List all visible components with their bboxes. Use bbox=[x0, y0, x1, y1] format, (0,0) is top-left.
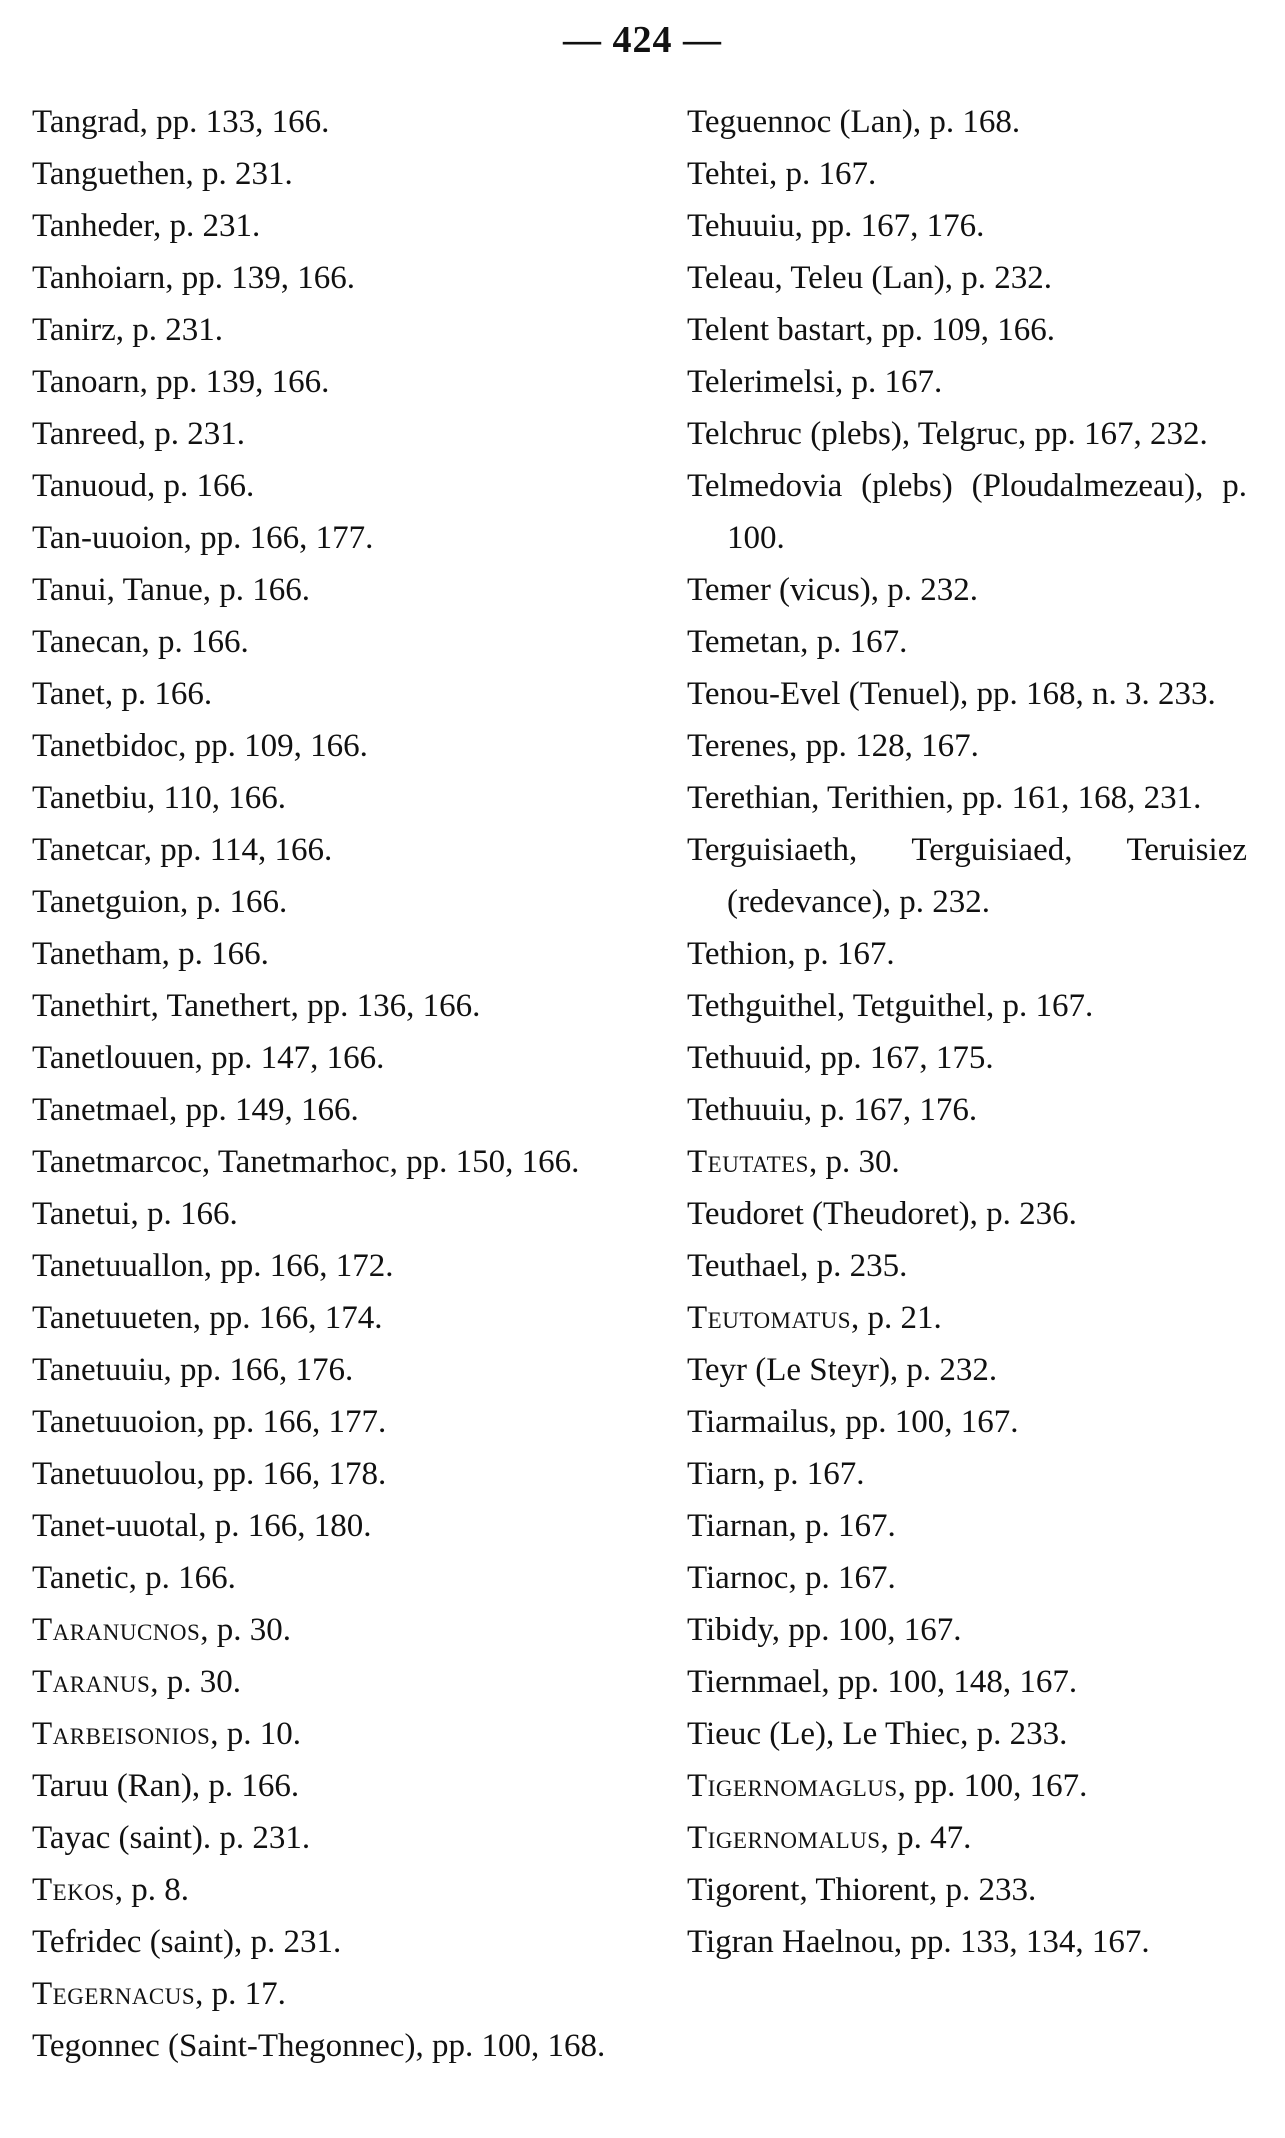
index-entry: Tegonnec (Saint-Thegonnec), pp. 100, 168. bbox=[32, 2028, 606, 2064]
index-entry-headword: Taranus bbox=[32, 1664, 151, 1700]
index-entry: Taruu (Ran), p. 166. bbox=[32, 1768, 300, 1804]
index-entry: Tanreed, p. 231. bbox=[32, 416, 246, 452]
index-entry: Tehtei, p. 167. bbox=[687, 156, 877, 192]
index-entry: Tayac (saint). p. 231. bbox=[32, 1820, 311, 1856]
index-entry: Tefridec (saint), p. 231. bbox=[32, 1924, 342, 1960]
index-entry: Tanheder, p. 231. bbox=[32, 208, 261, 244]
index-entry bbox=[687, 1760, 1247, 1812]
index-entry: Tethuuiu, p. 167, 176. bbox=[687, 1092, 978, 1128]
index-entry: Tanetham, p. 166. bbox=[32, 936, 269, 972]
index-entry-reference: , p. 30. bbox=[200, 1612, 292, 1648]
index-entry: Tan-uuoion, pp. 166, 177. bbox=[32, 520, 374, 556]
index-entry: Tanetguion, p. 166. bbox=[32, 884, 288, 920]
index-entry: Tiernmael, pp. 100, 148, 167. bbox=[687, 1664, 1078, 1700]
index-entry-headword: Teutates bbox=[687, 1144, 809, 1180]
index-entry: Tanetuuallon, pp. 166, 172. bbox=[32, 1248, 394, 1284]
index-entry-reference: , p. 10. bbox=[210, 1716, 301, 1752]
index-entry-headword: Tegernacus bbox=[32, 1976, 196, 2012]
index-entry: Tenou-Evel (Tenuel), pp. 168, n. 3. 233. bbox=[687, 676, 1216, 712]
index-entry: Temer (vicus), p. 232. bbox=[687, 572, 978, 608]
index-entry: Tanetlouuen, pp. 147, 166. bbox=[32, 1040, 385, 1076]
index-entry: Tanecan, p. 166. bbox=[32, 624, 249, 660]
index-entry bbox=[32, 1708, 607, 1760]
index-entry: Teuthael, p. 235. bbox=[687, 1248, 908, 1284]
index-entry-headword: Taranucnos bbox=[32, 1612, 201, 1648]
index-entry-headword: Tarbeisonios bbox=[32, 1716, 211, 1752]
index-entry-reference: , p. 17. bbox=[195, 1976, 286, 2012]
index-entry-reference: , pp. 100, 167. bbox=[897, 1768, 1088, 1804]
index-entry: Tethuuid, pp. 167, 175. bbox=[687, 1040, 994, 1076]
index-entry: Telerimelsi, p. 167. bbox=[687, 364, 943, 400]
index-entry: Tanetuuoion, pp. 166, 177. bbox=[32, 1404, 387, 1440]
index-entry: Temetan, p. 167. bbox=[687, 624, 908, 660]
index-entry: Tethion, p. 167. bbox=[687, 936, 895, 972]
index-entry: Tethguithel, Tetguithel, p. 167. bbox=[687, 988, 1094, 1024]
index-entry: Tanoarn, pp. 139, 166. bbox=[32, 364, 330, 400]
index-entry: Tanetbidoc, pp. 109, 166. bbox=[32, 728, 368, 764]
index-entry bbox=[687, 1292, 1247, 1344]
index-entry: Tanetuuiu, pp. 166, 176. bbox=[32, 1352, 354, 1388]
index-entry: Telchruc (plebs), Telgruc, pp. 167, 232. bbox=[687, 416, 1208, 452]
index-entry: Tiarnoc, p. 167. bbox=[687, 1560, 896, 1596]
index-entry: Tanetmael, pp. 149, 166. bbox=[32, 1092, 359, 1128]
index-entry: Tiarn, p. 167. bbox=[687, 1456, 865, 1492]
index-entry-headword: Tigernomalus bbox=[687, 1820, 881, 1856]
index-entry: Tanetcar, pp. 114, 166. bbox=[32, 832, 333, 868]
index-entry-reference: , p. 21. bbox=[851, 1300, 942, 1336]
index-column-left bbox=[32, 96, 607, 2072]
index-entry: Tanguethen, p. 231. bbox=[32, 156, 293, 192]
index-entry: Telent bastart, pp. 109, 166. bbox=[687, 312, 1055, 348]
index-entry: Tehuuiu, pp. 167, 176. bbox=[687, 208, 985, 244]
index-entry: Tieuc (Le), Le Thiec, p. 233. bbox=[687, 1716, 1068, 1752]
index-entry: Teleau, Teleu (Lan), p. 232. bbox=[687, 260, 1052, 296]
index-entry bbox=[687, 1136, 1247, 1188]
index-entry: Tanethirt, Tanethert, pp. 136, 166. bbox=[32, 988, 481, 1024]
index-entry: Tanetmarcoc, Tanetmarhoc, pp. 150, 166. bbox=[32, 1144, 580, 1180]
index-entry: Teudoret (Theudoret), p. 236. bbox=[687, 1196, 1077, 1232]
index-entry: Teyr (Le Steyr), p. 232. bbox=[687, 1352, 998, 1388]
index-entry bbox=[32, 1656, 607, 1708]
index-entry: Tiarmailus, pp. 100, 167. bbox=[687, 1404, 1019, 1440]
index-column-right bbox=[687, 96, 1247, 1968]
index-entry bbox=[32, 1968, 607, 2020]
index-entry: Tanui, Tanue, p. 166. bbox=[32, 572, 310, 608]
index-entry-reference: , p. 47. bbox=[880, 1820, 972, 1856]
index-entry: Tanetuuolou, pp. 166, 178. bbox=[32, 1456, 387, 1492]
index-entry-reference: , p. 30. bbox=[808, 1144, 900, 1180]
index-entry: Tanetuueten, pp. 166, 174. bbox=[32, 1300, 383, 1336]
index-entry-reference: , p. 8. bbox=[114, 1872, 189, 1908]
page-number: — 424 — bbox=[563, 19, 722, 61]
index-entry: Tangrad, pp. 133, 166. bbox=[32, 104, 330, 140]
index-entry-headword: Tekos bbox=[32, 1872, 115, 1908]
index-entry bbox=[32, 1604, 607, 1656]
index-entry: Teguennoc (Lan), p. 168. bbox=[687, 104, 1021, 140]
index-entry: Tanhoiarn, pp. 139, 166. bbox=[32, 260, 356, 296]
index-entry-reference: , p. 30. bbox=[150, 1664, 241, 1700]
index-entry: Telmedovia (plebs) (Ploudalmezeau), p. 100. bbox=[687, 468, 1247, 556]
index-entry bbox=[32, 1864, 607, 1916]
index-entry bbox=[687, 1812, 1247, 1864]
index-entry: Tiarnan, p. 167. bbox=[687, 1508, 896, 1544]
index-entry: Tibidy, pp. 100, 167. bbox=[687, 1612, 962, 1648]
index-entry-headword: Tigernomaglus bbox=[687, 1768, 898, 1804]
index-entry: Terenes, pp. 128, 167. bbox=[687, 728, 979, 764]
index-entry: Tanuoud, p. 166. bbox=[32, 468, 255, 504]
index-entry-headword: Teutomatus bbox=[687, 1300, 852, 1336]
index-entry: Terguisiaeth, Terguisiaed, Teruisiez (redevance), p. 232. bbox=[687, 832, 1247, 920]
index-entry: Tigorent, Thiorent, p. 233. bbox=[687, 1872, 1037, 1908]
index-entry: Terethian, Terithien, pp. 161, 168, 231. bbox=[687, 780, 1202, 816]
index-entry: Tanet-uuotal, p. 166, 180. bbox=[32, 1508, 372, 1544]
index-entry: Tanetbiu, 110, 166. bbox=[32, 780, 287, 816]
index-entry: Tigran Haelnou, pp. 133, 134, 167. bbox=[687, 1924, 1150, 1960]
index-entry: Tanirz, p. 231. bbox=[32, 312, 224, 348]
index-entry: Tanetic, p. 166. bbox=[32, 1560, 236, 1596]
index-entry: Tanet, p. 166. bbox=[32, 676, 213, 712]
index-entry: Tanetui, p. 166. bbox=[32, 1196, 238, 1232]
